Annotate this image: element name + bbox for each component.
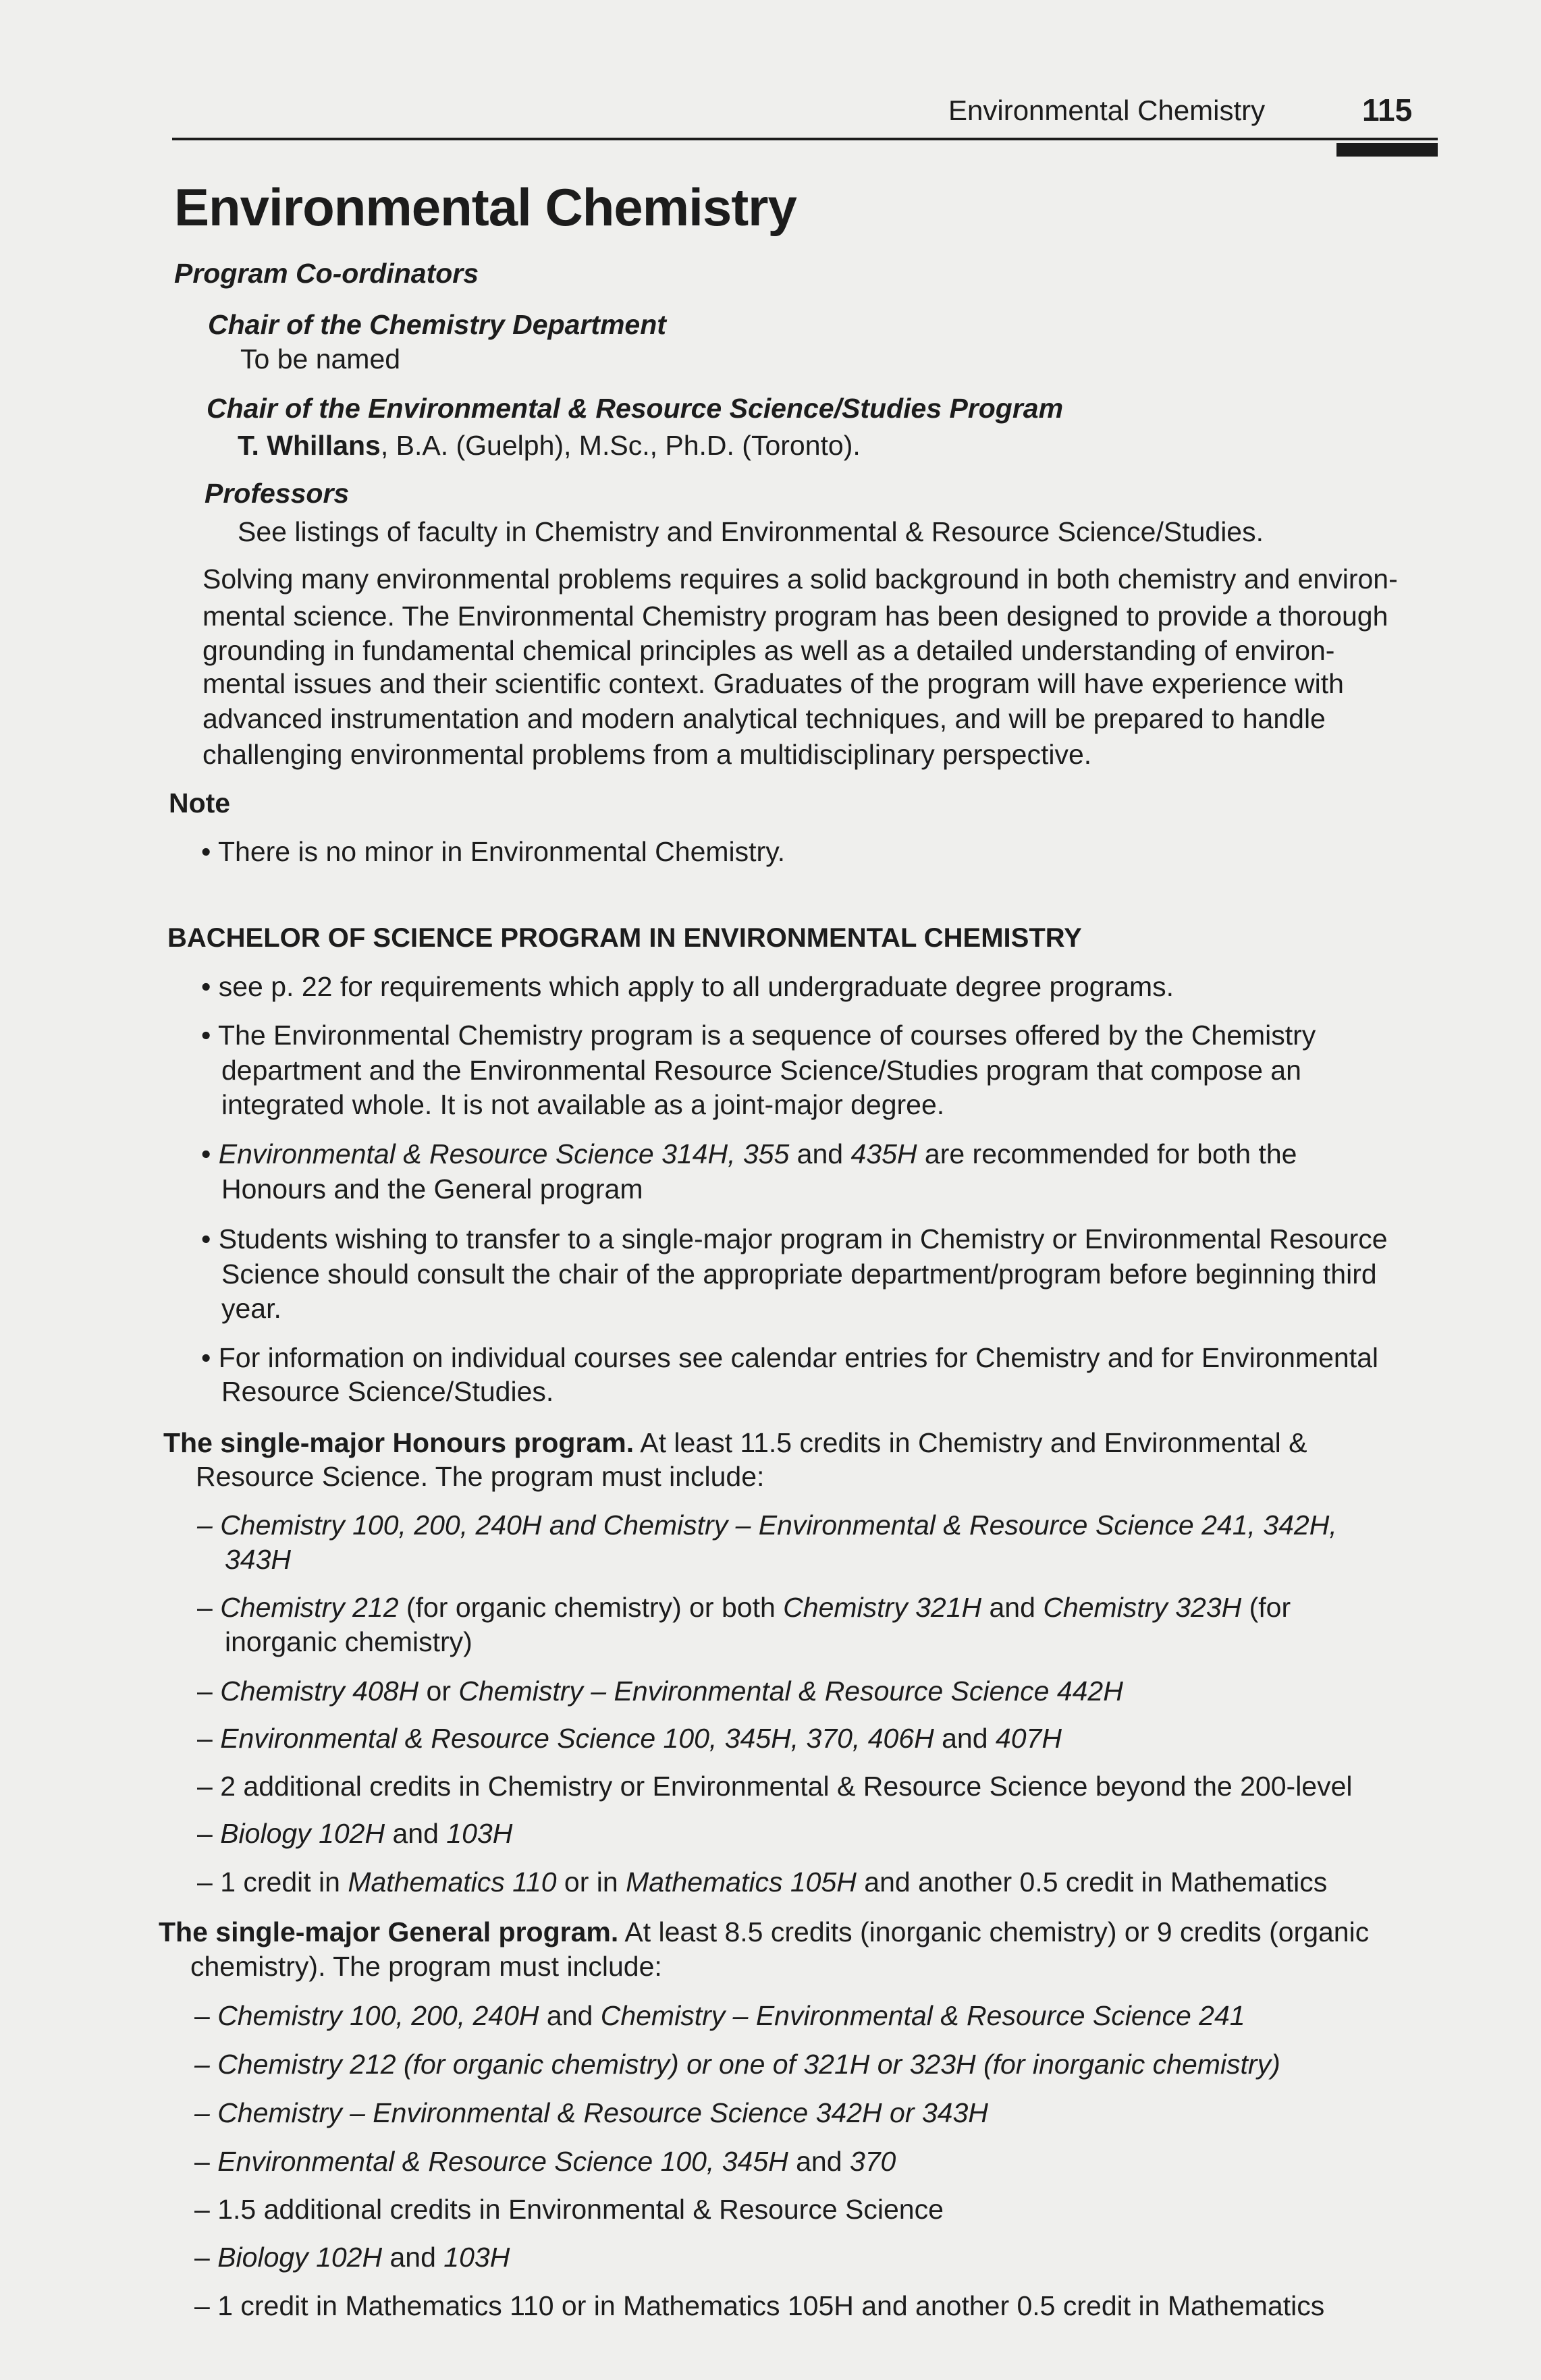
text: and xyxy=(539,2000,601,2031)
course: Chemistry – Environmental & Resource Science 442H xyxy=(458,1676,1123,1707)
bsc-bullet-3-cont: Honours and the General program xyxy=(221,1173,643,1205)
intro-line: mental issues and their scientific context. Graduates of the program will have experience with xyxy=(202,668,1344,699)
honours-req-1-cont: 343H xyxy=(225,1544,292,1575)
intro-line: mental science. The Environmental Chemistry program has been designed to provide a thorough xyxy=(202,601,1388,632)
course: 103H xyxy=(443,2242,510,2273)
honours-heading: The single-major Honours program. xyxy=(163,1427,634,1458)
dash: – xyxy=(194,2242,218,2273)
honours-req-2 xyxy=(197,1594,1291,1622)
course: 407H xyxy=(995,1723,1062,1754)
text: and xyxy=(385,1818,447,1849)
general-heading: The single-major General program. xyxy=(159,1916,619,1947)
header-rule xyxy=(172,138,1438,140)
text: and xyxy=(934,1723,996,1754)
dash: – xyxy=(197,1676,221,1707)
general-req-2: – Chemistry 212 (for organic chemistry) or one of 321H or 323H (for inorganic chemistry) xyxy=(194,2049,1280,2080)
course: Chemistry 100, 200, 240H xyxy=(217,2000,539,2031)
course: 370 xyxy=(849,2146,896,2177)
honours-req-5: – 2 additional credits in Chemistry or Environmental & Resource Science beyond the 200-level xyxy=(197,1771,1353,1802)
honours-req-7 xyxy=(197,1866,1328,1898)
honours-req-6 xyxy=(197,1820,512,1848)
text: and xyxy=(981,1592,1044,1623)
course: Chemistry – Environmental & Resource Science 241 xyxy=(600,2000,1245,2031)
bullet-text: are recommended for both the xyxy=(917,1138,1297,1169)
bsc-bullet-2: • The Environmental Chemistry program is a sequence of courses offered by the Chemistry xyxy=(201,1020,1316,1051)
honours-lead-cont: Resource Science. The program must include: xyxy=(196,1461,765,1492)
dash: – xyxy=(197,1818,221,1849)
honours-req-1: – Chemistry 100, 200, 240H and Chemistry – Environmental & Resource Science 241, 342H, xyxy=(197,1510,1337,1541)
honours-req-3 xyxy=(197,1678,1123,1705)
bsc-bullet-5: • For information on individual courses see calendar entries for Chemistry and for Environmental xyxy=(201,1342,1379,1373)
note-item: • There is no minor in Environmental Chemistry. xyxy=(201,836,786,867)
dash: – xyxy=(197,1723,221,1754)
course: Chemistry 408H xyxy=(220,1676,419,1707)
bsc-section-heading: BACHELOR OF SCIENCE PROGRAM IN ENVIRONMENTAL CHEMISTRY xyxy=(167,923,1082,953)
general-lead-text: At least 8.5 credits (inorganic chemistry) or 9 credits (organic xyxy=(618,1916,1370,1947)
chair-ers-name: T. Whillans xyxy=(238,430,381,461)
professors-text: See listings of faculty in Chemistry and Environmental & Resource Science/Studies. xyxy=(238,516,1264,547)
text: (for organic chemistry) or both xyxy=(398,1592,784,1623)
general-req-6 xyxy=(194,2244,510,2271)
intro-line: grounding in fundamental chemical principles as well as a detailed understanding of environ- xyxy=(202,635,1335,666)
general-req-7: – 1 credit in Mathematics 110 or in Mathematics 105H and another 0.5 credit in Mathematics xyxy=(194,2290,1325,2321)
general-req-4 xyxy=(194,2148,896,2176)
course: Mathematics 110 xyxy=(348,1866,557,1898)
text: – 1 credit in xyxy=(197,1866,348,1898)
honours-req-4 xyxy=(197,1725,1062,1752)
course: Chemistry 212 xyxy=(220,1592,399,1623)
course: Environmental & Resource Science 100, 345H, 370, 406H xyxy=(220,1723,934,1754)
bsc-bullet-4: • Students wishing to transfer to a single-major program in Chemistry or Environmental Resource xyxy=(201,1223,1388,1254)
chair-ers-credentials: , B.A. (Guelph), M.Sc., Ph.D. (Toronto). xyxy=(380,430,861,461)
honours-lead xyxy=(163,1429,1307,1457)
text: and xyxy=(382,2242,444,2273)
bsc-bullet-2-cont: department and the Environmental Resource Science/Studies program that compose an xyxy=(221,1055,1301,1086)
honours-req-2-cont: inorganic chemistry) xyxy=(225,1626,472,1657)
bsc-bullet-2-cont: integrated whole. It is not available as a joint-major degree. xyxy=(221,1089,945,1120)
intro-line: Solving many environmental problems requires a solid background in both chemistry and environ- xyxy=(202,563,1398,594)
general-req-1 xyxy=(194,2002,1245,2030)
chair-ers-heading: Chair of the Environmental & Resource Science/Studies Program xyxy=(207,393,1064,424)
coordinators-heading: Program Co-ordinators xyxy=(174,258,479,289)
page-title: Environmental Chemistry xyxy=(174,177,796,237)
professors-heading: Professors xyxy=(205,478,350,509)
course: Biology 102H xyxy=(217,2242,383,2273)
bsc-bullet-1: • see p. 22 for requirements which apply to all undergraduate degree programs. xyxy=(201,971,1174,1002)
chair-chemistry-name: To be named xyxy=(240,343,401,375)
course-code: 435H xyxy=(850,1138,917,1169)
bsc-bullet-3 xyxy=(201,1140,1297,1168)
chair-chemistry-heading: Chair of the Chemistry Department xyxy=(208,309,666,340)
dash: – xyxy=(197,1592,221,1623)
chair-ers-entry xyxy=(238,432,861,460)
honours-lead-text: At least 11.5 credits in Chemistry and Environmental & xyxy=(634,1427,1307,1458)
general-lead xyxy=(159,1918,1369,1946)
page-number: 115 xyxy=(1362,92,1413,128)
conjunction: and xyxy=(789,1138,851,1169)
course: Chemistry 321H xyxy=(783,1592,982,1623)
bsc-bullet-4-cont: year. xyxy=(221,1293,281,1324)
running-header-title: Environmental Chemistry xyxy=(948,94,1266,126)
course: Mathematics 105H xyxy=(626,1866,857,1898)
course: Chemistry 323H xyxy=(1043,1592,1242,1623)
bsc-bullet-4-cont: Science should consult the chair of the appropriate department/program before beginning third xyxy=(221,1258,1377,1290)
text: or xyxy=(418,1676,459,1707)
dash: – xyxy=(194,2000,218,2031)
course: 103H xyxy=(446,1818,513,1849)
general-req-3: – Chemistry – Environmental & Resource Science 342H or 343H xyxy=(194,2097,988,2128)
course: Biology 102H xyxy=(220,1818,385,1849)
intro-line: advanced instrumentation and modern analytical techniques, and will be prepared to handle xyxy=(202,703,1326,734)
course-list: Environmental & Resource Science 314H, 355 xyxy=(218,1138,790,1169)
bsc-bullet-5-cont: Resource Science/Studies. xyxy=(221,1376,554,1407)
general-req-5: – 1.5 additional credits in Environmental & Resource Science xyxy=(194,2194,944,2225)
course: Environmental & Resource Science 100, 345H xyxy=(217,2146,788,2177)
note-heading: Note xyxy=(169,787,231,819)
text: and xyxy=(788,2146,850,2177)
dash: – xyxy=(194,2146,218,2177)
text: and another 0.5 credit in Mathematics xyxy=(856,1866,1328,1898)
header-bar xyxy=(1336,143,1438,157)
text: (for xyxy=(1241,1592,1291,1623)
general-lead-cont: chemistry). The program must include: xyxy=(190,1951,662,1982)
intro-line: challenging environmental problems from a multidisciplinary perspective. xyxy=(202,739,1092,770)
bullet-mark: • xyxy=(201,1138,219,1169)
text: or in xyxy=(556,1866,626,1898)
